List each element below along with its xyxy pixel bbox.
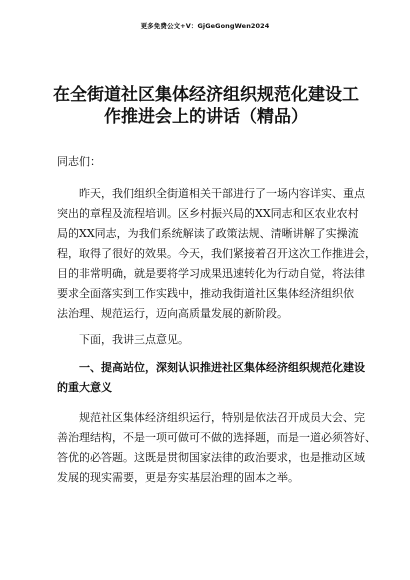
text-line: 法治理、规范运行，迈向高质量发展的新阶段。 bbox=[57, 307, 288, 320]
text-line: 昨天，我们组织全街道相关干部进行了一场内容详实、重点 bbox=[57, 187, 365, 200]
section-heading-1 bbox=[57, 358, 365, 398]
text-line: 程，取得了很好的效果。今天，我们紧接着召开这次工作推进会， bbox=[57, 247, 376, 260]
text-line: 突出的章程及流程培训。区乡村振兴局的XX同志和区农业农村 bbox=[57, 207, 359, 220]
paragraph-3 bbox=[57, 408, 376, 488]
paragraph-2: 下面，我讲三点意见。 bbox=[57, 333, 189, 346]
text-line: 目的非常明确，就是要将学习成果迅速转化为行动自觉，将法律 bbox=[57, 267, 365, 280]
heading-line: 一、提高站位，深刻认识推进社区集体经济组织规范化建设 bbox=[57, 361, 365, 374]
heading-line: 的重大意义 bbox=[57, 381, 112, 394]
title-line-1: 在全街道社区集体经济组织规范化建设工 bbox=[53, 85, 359, 105]
title-line-2: 作推进会上的讲话（精品） bbox=[104, 107, 308, 127]
text-line: 规范社区集体经济组织运行，特别是依法召开成员大会、完 bbox=[57, 411, 365, 424]
text-line: 答优的必答题。这既是贯彻国家法律的政治要求，也是推动区域 bbox=[57, 451, 365, 464]
text-line: 善治理结构，不是一项可做可不做的选择题，而是一道必须答好、 bbox=[57, 431, 376, 444]
header-note: 更多免费公文+V：GjGeGongWen2024 bbox=[140, 22, 270, 30]
paragraph-1 bbox=[57, 184, 376, 324]
text-line: 要求全面落实到工作实践中，推动我街道社区集体经济组织依 bbox=[57, 287, 354, 300]
text-line: 发展的现实需要，更是夯实基层治理的固本之举。 bbox=[57, 471, 299, 484]
text-line: 局的XX同志，为我们系统解读了政策法规、清晰讲解了实操流 bbox=[57, 227, 359, 240]
greeting: 同志们： bbox=[57, 155, 101, 168]
document-title bbox=[50, 84, 362, 128]
